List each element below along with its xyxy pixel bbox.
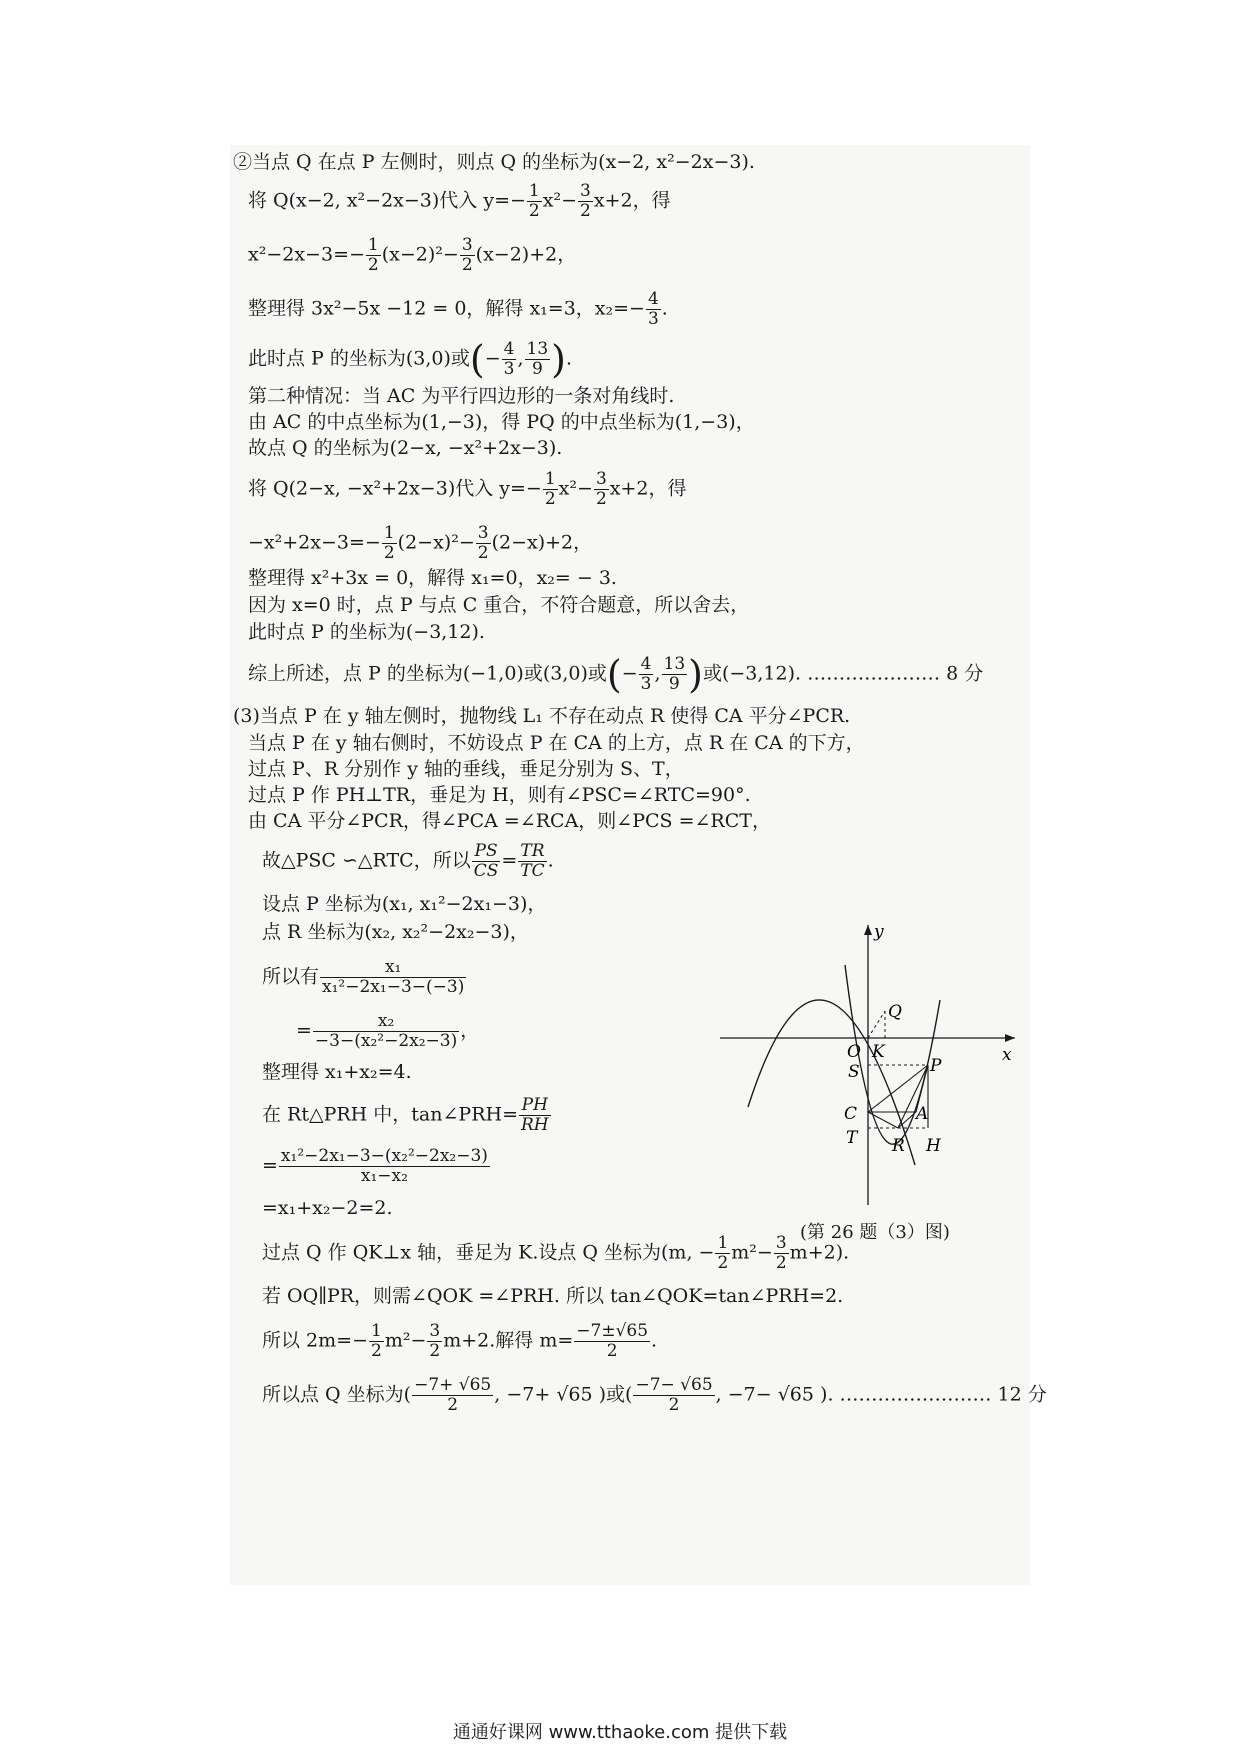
- part3-line9: 所以有 $\frac{\text{x₁}}{\text{x₁²−2x₁−3−(−3)}}$: [262, 957, 465, 997]
- case1-line3: x²−2x−3=− $\frac{1}{2}$ (x−2)²− $\frac{3}{2}$ (x−2)+2，: [248, 235, 577, 275]
- label-S: S: [848, 1062, 860, 1082]
- case2-line6: 整理得 x²+3x = 0，解得 x₁=0，x₂= − 3.: [248, 567, 617, 589]
- part3-line10: = $\frac{\text{x₂}}{\text{−3−(x₂²−2x₂−3)}}$ ，: [296, 1011, 480, 1051]
- part3-line16: 若 OQ∥PR，则需∠QOK =∠PRH. 所以 tan∠QOK=tan∠PRH=2.: [262, 1285, 844, 1307]
- case2-line8: 此时点 P 的坐标为(−3,12).: [248, 621, 485, 643]
- label-x: x: [1002, 1045, 1012, 1065]
- label-H: H: [926, 1136, 941, 1156]
- label-K: K: [872, 1042, 885, 1062]
- part3-line1: (3)当点 P 在 y 轴左侧时，抛物线 L₁ 不存在动点 R 使得 CA 平分∠PCR.: [233, 705, 851, 727]
- label-T: T: [846, 1128, 858, 1148]
- case2-line4: 将 Q(2−x, −x²+2x−3)代入 y=− $\frac{1}{2}$ x²− $\frac{3}{2}$ x+2，得: [248, 469, 687, 509]
- figure-caption: (第 26 题（3）图): [800, 1222, 950, 1243]
- part3-line17: 所以 2m=− $\frac{1}{2}$ m²− $\frac{3}{2}$ m+2.解得 m= $\frac{-7\pm√65}{2}$ .: [262, 1321, 658, 1361]
- part3-line8: 点 R 坐标为(x₂, x₂²−2x₂−3)，: [262, 921, 529, 943]
- part3-line6: 故△PSC ∽△RTC，所以 $\frac{PS}{CS}$ = $\frac{TR}{TC}$ .: [262, 841, 554, 881]
- label-P: P: [930, 1056, 942, 1076]
- x-axis-arrow: [1005, 1034, 1015, 1042]
- part3-line3: 过点 P、R 分别作 y 轴的垂线，垂足分别为 S、T，: [248, 758, 684, 780]
- case2-line5: −x²+2x−3=− $\frac{1}{2}$ (2−x)²− $\frac{3}{2}$ (2−x)+2，: [248, 523, 593, 563]
- part3-line4: 过点 P 作 PH⊥TR，垂足为 H，则有∠PSC=∠RTC=90°.: [248, 784, 751, 806]
- parabola-L: [748, 1000, 915, 1165]
- label-C: C: [844, 1104, 858, 1124]
- case1-line2: 将 Q(x−2, x²−2x−3)代入 y=− $\frac{1}{2}$ x²− $\frac{3}{2}$ x+2，得: [248, 181, 671, 221]
- part3-line12: 在 Rt△PRH 中，tan∠PRH= $\frac{PH}{RH}$: [262, 1095, 549, 1135]
- footer-source: 通通好课网 www.tthaoke.com 提供下载: [452, 1722, 788, 1743]
- label-O: O: [847, 1042, 861, 1062]
- part3-line7: 设点 P 坐标为(x₁, x₁²−2x₁−3)，: [262, 893, 547, 915]
- case2-line2: 由 AC 的中点坐标为(1,−3)，得 PQ 的中点坐标为(1,−3)，: [248, 411, 755, 433]
- part3-line2: 当点 P 在 y 轴右侧时，不妨设点 P 在 CA 的上方，点 R 在 CA 的下方，: [248, 732, 865, 754]
- parabola-figure: [720, 925, 1020, 1210]
- label-Q: Q: [888, 1002, 902, 1022]
- case2-summary: 综上所述，点 P 的坐标为(−1,0)或(3,0)或(− $\frac{4}{3}$ , $\frac{13}{9}$ )或(−3,12). ………………… 8 分: [248, 652, 984, 697]
- case1-line5: 此时点 P 的坐标为(3,0)或(− $\frac{4}{3}$ , $\frac{13}{9}$ ).: [248, 337, 573, 382]
- label-A: A: [916, 1104, 929, 1124]
- case2-line1: 第二种情况：当 AC 为平行四边形的一条对角线时.: [248, 385, 675, 407]
- segment-OQ: [868, 1011, 885, 1038]
- part3-line14: =x₁+x₂−2=2.: [262, 1197, 393, 1219]
- y-axis-arrow: [864, 925, 872, 935]
- case1-line4: 整理得 3x²−5x −12 = 0，解得 x₁=3，x₂=− $\frac{4}{3}$ .: [248, 289, 668, 329]
- part3-line11: 整理得 x₁+x₂=4.: [262, 1061, 412, 1083]
- case1-line1: ②当点 Q 在点 P 左侧时，则点 Q 的坐标为(x−2, x²−2x−3).: [233, 151, 755, 173]
- part3-line13: = $\frac{\text{x₁²−2x₁−3−(x₂²−2x₂−3)}}{\text{x₁−x₂}}$: [262, 1146, 488, 1186]
- case2-line7: 因为 x=0 时，点 P 与点 C 重合，不符合题意，所以舍去，: [248, 594, 750, 616]
- label-y: y: [874, 925, 884, 942]
- label-R: R: [892, 1136, 905, 1156]
- part3-line15: 过点 Q 作 QK⊥x 轴，垂足为 K.设点 Q 坐标为(m, − $\frac{1}{2}$ m²− $\frac{3}{2}$ m+2).: [262, 1233, 850, 1273]
- part3-line5: 由 CA 平分∠PCR，得∠PCA =∠RCA，则∠PCS =∠RCT，: [248, 810, 771, 832]
- segment-CR: [868, 1112, 898, 1128]
- case2-line3: 故点 Q 的坐标为(2−x, −x²+2x−3).: [248, 437, 563, 459]
- part3-line18: 所以点 Q 坐标为( $\frac{-7+ √65}{2}$ , −7+ √65 )或( $\frac{-7- √65}{2}$ , −7− √65 ). …………………… 12 分: [262, 1375, 1047, 1415]
